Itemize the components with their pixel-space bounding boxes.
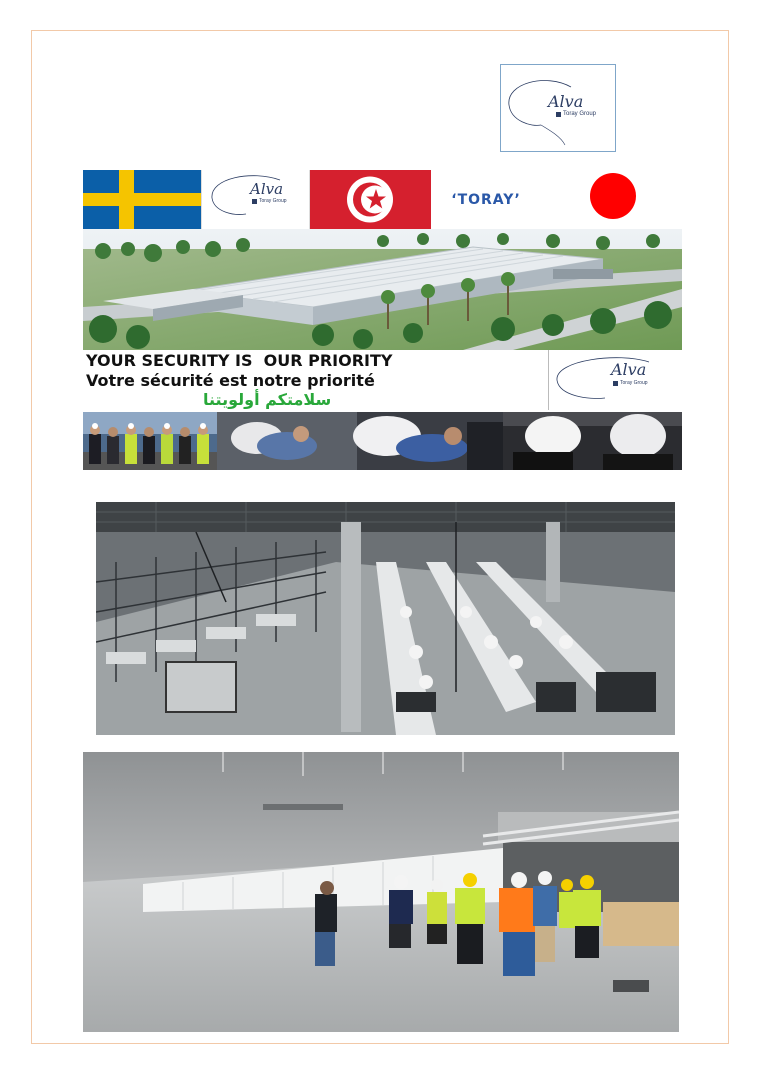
japan-flag-icon	[541, 170, 682, 229]
sewing-workshop-photo	[96, 502, 675, 735]
airbag-test-photo	[217, 412, 503, 470]
toray-square-icon	[556, 112, 561, 117]
toray-group-tagline: Toray Group	[556, 111, 596, 117]
japan-sun-icon	[541, 170, 682, 229]
slogan-alva-logo	[548, 350, 682, 410]
safety-slogan	[83, 350, 545, 410]
toray-square-icon	[252, 199, 257, 204]
tunisia-emblem-icon	[310, 170, 431, 229]
delegation-photo	[83, 412, 217, 470]
alva-tile-tagline: Toray Group	[252, 198, 287, 204]
factory-aerial-render	[83, 229, 682, 350]
poster-photo-row	[83, 412, 682, 470]
sewing-workshop-image	[96, 502, 675, 735]
safety-poster	[83, 170, 682, 470]
toray-wordmark: ‘TORAY’	[451, 191, 521, 208]
construction-site-photo	[83, 752, 679, 1032]
construction-site-image	[83, 752, 679, 1032]
slogan-french: Votre sécurité est notre priorité	[86, 371, 375, 390]
airbag-photo	[503, 412, 682, 470]
alva-wordmark: Alva	[548, 92, 584, 111]
sweden-flag-icon	[83, 170, 201, 229]
toray-logo-tile	[431, 170, 541, 229]
factory-render-image	[83, 229, 682, 350]
toray-square-icon	[613, 381, 618, 386]
flag-strip	[83, 170, 682, 229]
slogan-logo-wordmark: Alva	[611, 360, 647, 379]
alva-tile-wordmark: Alva	[250, 180, 284, 198]
slogan-english: YOUR SECURITY IS OUR PRIORITY	[86, 351, 393, 370]
tunisia-flag-icon	[310, 170, 431, 229]
slogan-logo-tagline: Toray Group	[613, 380, 648, 386]
slogan-arabic: سلامتكم أولويتنا	[203, 390, 332, 409]
alva-logo-tile	[201, 170, 310, 229]
alva-logo	[500, 64, 616, 152]
